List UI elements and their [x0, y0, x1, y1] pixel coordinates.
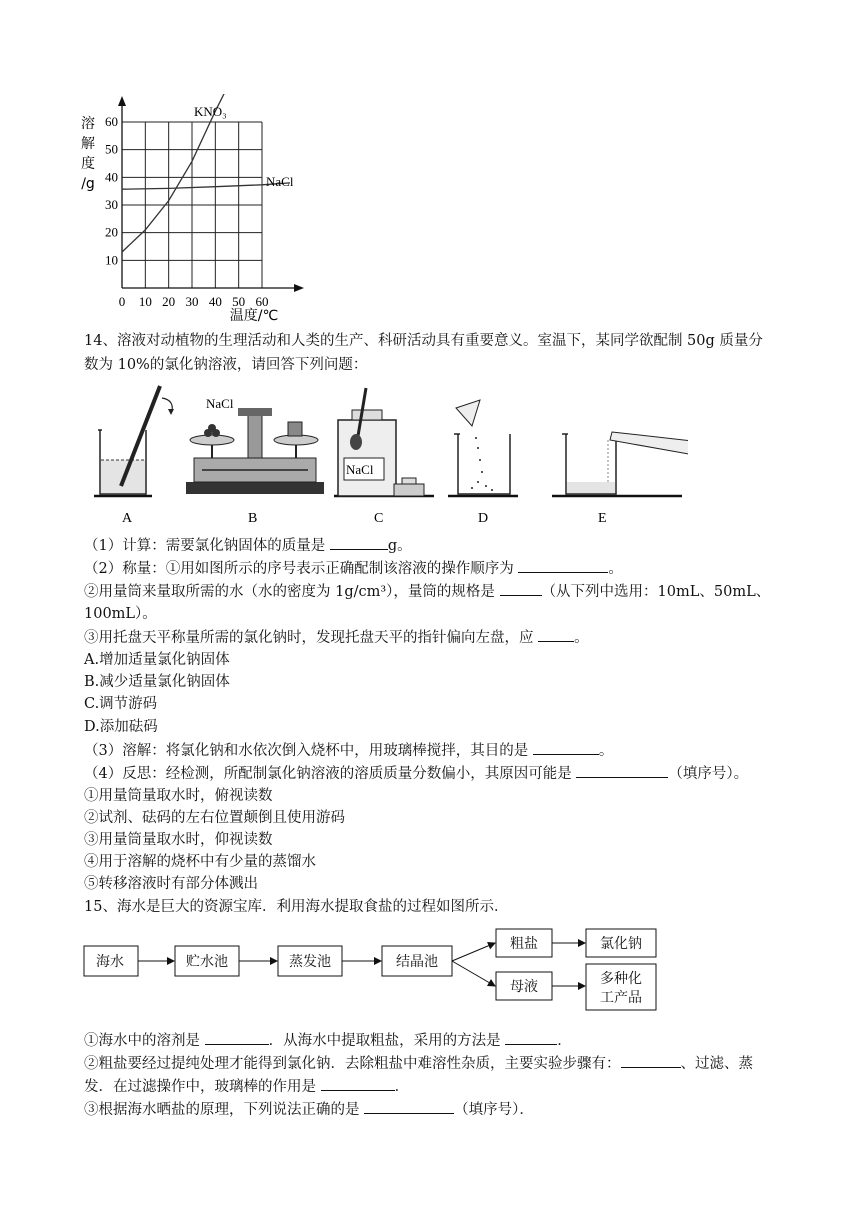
q14-part2: （2）称量：①用如图所示的序号表示正确配制该溶液的操作顺序为 。 — [84, 558, 623, 579]
chart-ticks — [105, 114, 269, 309]
x-tick-label: 0 — [118, 294, 126, 309]
figure-b-nacl-label: NaCl — [206, 396, 234, 411]
chart-axes — [118, 96, 304, 292]
answer-blank[interactable] — [321, 1076, 395, 1091]
flow-evaporation-pool: 蒸发池 — [289, 955, 331, 970]
series-label-nacl: NaCl — [266, 174, 294, 189]
figure-label-c: C — [374, 511, 384, 526]
flow-crude-salt: 粗盐 — [510, 937, 538, 952]
figure-label-a: A — [122, 511, 133, 526]
y-axis-arrow — [118, 96, 126, 106]
x-tick-label: 60 — [255, 294, 269, 309]
seawater-flow-diagram — [80, 924, 680, 1016]
q14-part1: （1）计算：需要氯化钠固体的质量是 g。 — [84, 535, 412, 556]
figure-label-e: E — [598, 511, 607, 526]
y-axis-label: 溶 — [81, 116, 95, 132]
y-axis-label: /g — [81, 176, 95, 192]
x-tick-label: 10 — [138, 294, 152, 309]
answer-blank[interactable] — [538, 627, 574, 642]
answer-blank[interactable] — [330, 535, 388, 550]
flow-sodium-chloride: 氯化钠 — [600, 937, 642, 952]
figure-b-balance — [186, 396, 324, 526]
flow-chemical-products-line2: 工产品 — [600, 991, 642, 1006]
q14-reason-3: ③用量筒量取水时，仰视读数 — [84, 832, 273, 848]
answer-blank[interactable] — [518, 558, 608, 573]
y-axis-label: 解 — [81, 136, 95, 152]
x-tick-label: 20 — [162, 294, 176, 309]
answer-blank[interactable] — [576, 763, 668, 778]
series-line-nacl — [122, 183, 290, 189]
y-tick-label: 40 — [105, 169, 118, 185]
figure-label-b: B — [248, 511, 258, 526]
q14-option-d: D.添加砝码 — [84, 719, 158, 735]
y-tick-label: 10 — [105, 252, 118, 268]
q14-reason-2: ②试剂、砝码的左右位置颠倒且使用游码 — [84, 810, 345, 826]
y-tick-label: 60 — [105, 114, 118, 129]
figure-d-adding-solid — [448, 400, 518, 526]
q14-option-c: C.调节游码 — [84, 696, 158, 712]
flow-storage-pool: 贮水池 — [186, 955, 228, 970]
answer-blank[interactable] — [533, 740, 599, 755]
answer-blank[interactable] — [621, 1053, 681, 1068]
apparatus-figure — [88, 378, 688, 528]
q14-option-b: B.减少适量氯化钠固体 — [84, 674, 230, 690]
answer-blank[interactable] — [505, 1030, 557, 1045]
q14-reason-4: ④用于溶解的烧杯中有少量的蒸馏水 — [84, 854, 316, 870]
q14-part3-cont: 100mL）。 — [84, 606, 157, 622]
solubility-chart — [78, 94, 308, 324]
figure-c-nacl-label: NaCl — [346, 462, 374, 477]
answer-blank[interactable] — [364, 1099, 454, 1114]
flow-mother-liquor: 母液 — [510, 980, 538, 995]
y-tick-label: 30 — [105, 197, 118, 212]
q14-stem-line-2: 数为 10%的氯化钠溶液，请回答下列问题： — [84, 357, 368, 373]
figure-a-stirring — [94, 386, 174, 526]
figure-label-d: D — [478, 511, 489, 526]
y-tick-label: 20 — [105, 224, 118, 240]
answer-blank[interactable] — [500, 581, 542, 596]
x-tick-label: 50 — [232, 294, 246, 309]
y-tick-label: 50 — [105, 141, 118, 157]
q14-reason-1: ①用量筒量取水时，俯视读数 — [84, 788, 273, 804]
x-axis-label: 温度/℃ — [229, 308, 279, 324]
figure-e-pouring-water — [552, 432, 688, 526]
q14-reason-5: ⑤转移溶液时有部分体溅出 — [84, 876, 258, 892]
q14-part5: （3）溶解：将氯化钠和水依次倒入烧杯中，用玻璃棒搅拌，其目的是 。 — [84, 740, 613, 761]
y-axis-label: 度 — [81, 156, 95, 172]
x-tick-label: 40 — [208, 294, 222, 309]
q14-part3: ②用量筒来量取所需的水（水的密度为 1g/cm³），量筒的规格是 （从下列中选用：10mL、50mL、 — [84, 581, 770, 602]
q15-stem: 15、海水是巨大的资源宝库．利用海水提取食盐的过程如图所示． — [84, 899, 509, 915]
x-axis-arrow — [294, 284, 304, 292]
x-tick-label: 30 — [185, 294, 199, 309]
chart-grid — [122, 122, 262, 288]
q14-stem-line-1: 14、溶液对动植物的生理活动和人类的生产、科研活动具有重要意义。室温下，某同学欲配制 50g 质量分 — [84, 333, 763, 349]
answer-blank[interactable] — [205, 1030, 269, 1045]
q15-line-1: ①海水中的溶剂是 ．从海水中提取粗盐，采用的方法是 ． — [84, 1030, 572, 1051]
q14-part6: （4）反思：经检测，所配制氯化钠溶液的溶质质量分数偏小，其原因可能是 （填序号）。 — [84, 763, 748, 784]
flow-chemical-products-line1: 多种化 — [600, 972, 642, 987]
series-label-kno3: KNO₃ — [194, 104, 227, 119]
q15-line-4: ③根据海水晒盐的原理，下列说法正确的是 （填序号）． — [84, 1099, 534, 1120]
q14-option-a: A.增加适量氯化钠固体 — [84, 652, 230, 668]
q15-line-3: 发．在过滤操作中，玻璃棒的作用是 ． — [84, 1076, 409, 1097]
flow-crystallization-pool: 结晶池 — [396, 955, 438, 970]
flow-seawater: 海水 — [96, 955, 124, 970]
q15-line-2: ②粗盐要经过提纯处理才能得到氯化钠．去除粗盐中难溶性杂质，主要实验步骤有： 、过滤、蒸 — [84, 1053, 753, 1074]
q14-part4: ③用托盘天平称量所需的氯化钠时，发现托盘天平的指针偏向左盘，应 。 — [84, 627, 589, 648]
figure-c-reagent-bottle — [334, 388, 434, 526]
